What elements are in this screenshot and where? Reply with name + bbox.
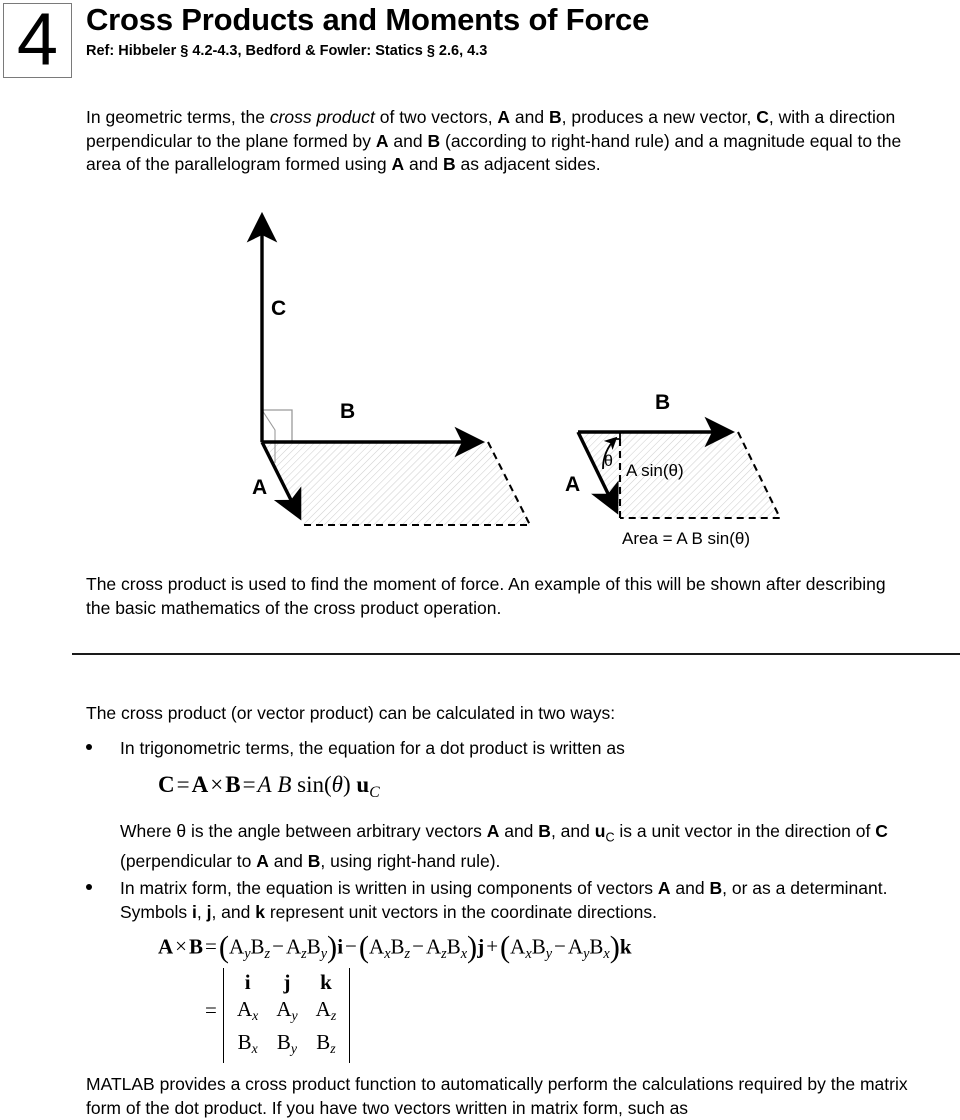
- determinant-row-b: [228, 1029, 345, 1062]
- bullet-dot-icon: [86, 744, 92, 750]
- eqm-t2-a2: A: [425, 934, 442, 959]
- eqm-t3-minus: −: [554, 934, 566, 959]
- section-divider: [72, 653, 960, 655]
- eq-trig-sin: sin(: [297, 772, 332, 797]
- intro-text-5: , with a direction perpendicular to the plane formed by: [86, 107, 896, 151]
- eqm-cross: ×: [175, 934, 188, 959]
- bullet-item-matrix-form: [86, 877, 916, 924]
- intro-text-8: and: [404, 154, 444, 174]
- eqm-t3-b2s: x: [603, 945, 610, 962]
- cross-product-figure: [180, 195, 880, 565]
- eqm-t2-close: ): [467, 930, 478, 964]
- det-cell-bz: [307, 1029, 346, 1062]
- eq-trig-theta: θ: [331, 772, 343, 797]
- intro-paragraph: [86, 106, 918, 177]
- eqm-t3-b1: B: [531, 934, 546, 959]
- bullet-trig-text: In trigonometric terms, the equation for a dot product is written as: [120, 738, 625, 758]
- eq-trig-c: C: [158, 772, 175, 797]
- eqm-t2-a2s: z: [441, 945, 447, 962]
- intro-text-2: of two vectors,: [374, 107, 498, 127]
- eqm-b: B: [189, 934, 204, 959]
- bm-text-2: and: [670, 878, 710, 898]
- where-vector-b: B: [538, 821, 551, 841]
- eqm-t2-minus: −: [412, 934, 424, 959]
- eqm-t1-a1s: y: [244, 945, 251, 962]
- bullet-dot-icon-2: [86, 884, 92, 890]
- eqm-t1-b2s: y: [320, 945, 328, 962]
- moment-paragraph: The cross product is used to find the moment of force. An example of this will be shown after describing the basic mathematics of the cross product operation.: [86, 574, 886, 618]
- eqm-t2-b2s: x: [460, 945, 468, 962]
- det-bz-base: B: [316, 1030, 331, 1055]
- eq-trig-a: A: [191, 772, 209, 797]
- determinant-row-units: [228, 969, 345, 996]
- bm-unit-j: j: [206, 901, 212, 922]
- eqm-t1-a2: A: [285, 934, 302, 959]
- reference-line: Ref: Hibbeler § 4.2-4.3, Bedford & Fowler: Statics § 2.6, 4.3: [86, 43, 488, 59]
- two-ways-paragraph: The cross product (or vector product) can be calculated in two ways:: [86, 703, 616, 723]
- det-by-base: B: [276, 1030, 291, 1055]
- eqm-t3-a1s: x: [525, 945, 532, 962]
- where-vector-a: A: [486, 821, 500, 841]
- intro-vector-b: B: [549, 107, 562, 127]
- where-text-4: is a unit vector in the direction of: [614, 821, 876, 841]
- eqm-t2-a1s: x: [384, 945, 391, 962]
- eqm-t2-sign: −: [345, 934, 357, 959]
- eq-trig-unit-subscript: C: [369, 784, 380, 801]
- determinant-row-a: [228, 996, 345, 1029]
- eq-trig-scalar-a: A: [257, 772, 272, 797]
- det-az-sub: z: [330, 1008, 337, 1024]
- where-vector-a2: A: [256, 851, 269, 871]
- det-cell-bx: [228, 1029, 267, 1062]
- where-text-1: Where θ is the angle between arbitrary vectors: [120, 821, 487, 841]
- det-cell-ay: [267, 996, 306, 1029]
- intro-vector-b2: B: [427, 130, 441, 151]
- det-bx-base: B: [237, 1030, 252, 1055]
- eqm-t3-a2s: y: [583, 945, 590, 962]
- det-cell-ax: [228, 996, 267, 1029]
- eqm-a: A: [158, 934, 174, 959]
- eqm-t3-close: ): [609, 930, 620, 964]
- eqm-t1-a2s: z: [301, 945, 307, 962]
- eq-trig-cross: ×: [210, 772, 224, 797]
- bullet-matrix-text: [120, 877, 916, 924]
- label-vector-c: C: [271, 297, 287, 320]
- intro-text-1: In geometric terms, the: [86, 107, 270, 127]
- eqm-t3-b2: B: [589, 934, 604, 959]
- bm-text-4: ,: [196, 901, 207, 922]
- eq-trig-close-paren: ): [342, 772, 351, 797]
- equation-trigonometric-form: [158, 772, 380, 802]
- eqm-t3-a2: A: [567, 934, 584, 959]
- eqm-t2-a1: A: [369, 934, 385, 959]
- matlab-paragraph: MATLAB provides a cross product function to automatically perform the calculations required by the matrix form of the dot product. If you have two vectors written in matrix form, such as: [86, 1074, 908, 1118]
- det-bx-sub: x: [251, 1041, 258, 1057]
- eq-trig-equals-1: =: [176, 772, 190, 797]
- eqm-t2-b2: B: [446, 934, 461, 959]
- intro-vector-a2: A: [375, 130, 389, 151]
- equation-determinant-form: [205, 968, 350, 1069]
- where-unit-subscript: C: [605, 830, 615, 845]
- det-by-sub: y: [290, 1041, 298, 1057]
- det-ay-sub: y: [291, 1008, 298, 1024]
- page-title: Cross Products and Moments of Force: [86, 2, 650, 37]
- left-parallelogram-fill: [262, 442, 530, 525]
- eqm-t3-a1: A: [510, 934, 526, 959]
- where-vector-c: C: [875, 821, 888, 841]
- intro-text-7: (according to right-hand rule) and a magnitude equal to the area of the parallelogram formed using: [86, 130, 902, 174]
- eqm-t1-unit: i: [337, 934, 344, 959]
- intro-text-9: as adjacent sides.: [455, 154, 601, 174]
- eqm-t2-b1s: z: [404, 945, 411, 962]
- det-bz-sub: z: [330, 1041, 336, 1057]
- bm-unit-k: k: [255, 901, 265, 922]
- eqm-t1-b1: B: [250, 934, 265, 959]
- label-height-a-sin-theta: A sin(θ): [626, 461, 684, 480]
- where-vector-b2: B: [307, 851, 321, 871]
- eqm-t2-unit: j: [477, 934, 485, 959]
- det-ax-sub: x: [252, 1008, 259, 1024]
- eq-trig-equals-2: =: [242, 772, 256, 797]
- bm-vector-a: A: [657, 878, 671, 898]
- chapter-number-box: [3, 0, 72, 81]
- bm-vector-b: B: [709, 878, 723, 898]
- eqm-t1-b1s: z: [264, 945, 271, 962]
- bm-text-1: In matrix form, the equation is written in using components of vectors: [120, 878, 658, 898]
- label-vector-b-left: B: [340, 400, 356, 423]
- intro-emphasis: cross product: [269, 107, 375, 127]
- eqm-t3-unit: k: [619, 934, 632, 959]
- eqm-t1-open: (: [218, 930, 230, 964]
- bm-text-6: represent unit vectors in the coordinate directions.: [264, 901, 657, 922]
- determinant-matrix: [228, 969, 345, 1062]
- eq-trig-b: B: [225, 772, 241, 797]
- eqm-t3-open: (: [500, 930, 511, 964]
- label-vector-a-right: A: [565, 473, 581, 496]
- chapter-number: 4: [16, 0, 59, 81]
- eqm-t1-minus: −: [272, 934, 284, 959]
- label-vector-a-left: A: [252, 476, 268, 499]
- det-cell-by: [267, 1029, 306, 1062]
- label-theta: θ: [604, 453, 613, 470]
- eqm-t3-sign: +: [486, 934, 499, 959]
- figure-svg: [180, 195, 880, 565]
- det-cell-az: [307, 996, 346, 1029]
- eqm-equals: =: [205, 934, 217, 959]
- det-az-base: A: [315, 997, 331, 1021]
- where-text-7: , using right-hand rule).: [320, 851, 501, 871]
- bm-text-5: , and: [211, 901, 256, 922]
- eq-trig-unit-u: u: [356, 772, 370, 797]
- right-angle-marker-outer: [262, 410, 292, 442]
- det-cell-k: k: [320, 970, 332, 994]
- intro-text-6: and: [388, 130, 428, 151]
- eqm-t3-b1s: y: [545, 945, 553, 962]
- bm-unit-i: i: [191, 901, 197, 922]
- intro-vector-b3: B: [443, 154, 456, 174]
- where-text-3: , and: [550, 821, 595, 841]
- where-paragraph: [120, 820, 932, 874]
- intro-vector-c: C: [756, 107, 769, 127]
- det-ax-base: A: [237, 997, 253, 1021]
- eqm-t1-close: ): [327, 930, 338, 964]
- bm-text-3: , or as a determinant. Symbols: [120, 878, 888, 922]
- det-cell-j: j: [283, 970, 291, 994]
- bullet-item-trigonometric: [86, 737, 916, 761]
- where-text-2: and: [499, 821, 539, 841]
- intro-vector-a3: A: [391, 154, 405, 174]
- eqm-t1-a1: A: [229, 934, 245, 959]
- determinant-bars: [223, 968, 350, 1063]
- eqm-t2-b1: B: [390, 934, 405, 959]
- eq-trig-scalar-b: B: [277, 772, 292, 797]
- intro-vector-a: A: [497, 107, 511, 127]
- where-unit-u: u: [594, 821, 606, 841]
- det-ay-base: A: [276, 997, 292, 1021]
- equation-matrix-form: [158, 930, 632, 965]
- intro-text-4: , produces a new vector,: [561, 107, 757, 127]
- page-header: [0, 0, 960, 86]
- where-text-6: and: [268, 851, 308, 871]
- eqm-t1-b2: B: [306, 934, 321, 959]
- label-area-formula: Area = A B sin(θ): [622, 529, 751, 548]
- intro-text-3: and: [510, 107, 549, 127]
- where-text-5: (perpendicular to: [120, 851, 257, 871]
- eqm-t2-open: (: [358, 930, 370, 964]
- det-equals-sign: =: [205, 998, 217, 1022]
- label-vector-b-right: B: [655, 391, 671, 414]
- det-cell-i: i: [244, 970, 251, 994]
- left-parallelogram-diagram: [262, 217, 530, 525]
